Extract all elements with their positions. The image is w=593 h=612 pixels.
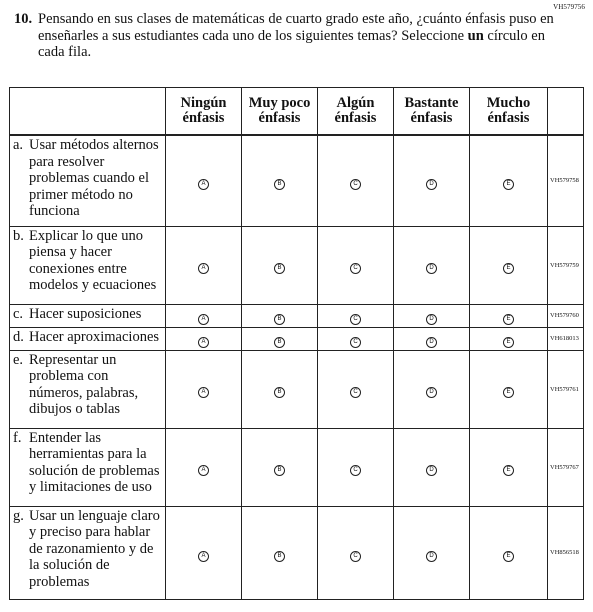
response-cell bbox=[394, 350, 470, 428]
item-letter: c. bbox=[13, 305, 24, 322]
question-number: 10. bbox=[14, 11, 33, 27]
response-bubble[interactable]: B bbox=[274, 337, 285, 348]
item-label-cell bbox=[10, 350, 166, 428]
item-row bbox=[10, 506, 584, 599]
header-blank bbox=[10, 88, 166, 136]
item-text: Hacer aproximaciones bbox=[29, 328, 160, 345]
response-bubble[interactable]: B bbox=[274, 263, 285, 274]
response-cell bbox=[470, 327, 548, 350]
col-header-line2: énfasis bbox=[487, 110, 530, 126]
item-code: VH579760 bbox=[548, 304, 584, 327]
response-bubble[interactable]: A bbox=[198, 387, 209, 398]
response-bubble[interactable]: C bbox=[350, 387, 361, 398]
response-bubble[interactable]: E bbox=[503, 551, 514, 562]
item-code: VH579759 bbox=[548, 226, 584, 304]
col-header-line2: énfasis bbox=[182, 110, 225, 126]
response-cell bbox=[166, 350, 242, 428]
response-bubble[interactable]: E bbox=[503, 465, 514, 476]
col-header-line1: Mucho bbox=[486, 95, 531, 111]
response-bubble[interactable]: D bbox=[426, 551, 437, 562]
item-letter: e. bbox=[13, 351, 24, 368]
response-cell bbox=[166, 226, 242, 304]
response-cell bbox=[318, 506, 394, 599]
item-label-cell bbox=[10, 226, 166, 304]
response-bubble[interactable]: A bbox=[198, 179, 209, 190]
response-cell bbox=[470, 304, 548, 327]
item-code: VH579767 bbox=[548, 428, 584, 506]
item-letter: a. bbox=[13, 137, 24, 153]
response-bubble[interactable]: C bbox=[350, 551, 361, 562]
col-header-ningun bbox=[166, 88, 242, 136]
response-bubble[interactable]: B bbox=[274, 551, 285, 562]
response-cell bbox=[166, 304, 242, 327]
item-row bbox=[10, 350, 584, 428]
response-bubble[interactable]: E bbox=[503, 337, 514, 348]
response-cell bbox=[318, 304, 394, 327]
item-letter: f. bbox=[13, 429, 22, 446]
response-cell bbox=[394, 304, 470, 327]
item-label bbox=[13, 329, 161, 346]
response-cell bbox=[318, 327, 394, 350]
response-bubble[interactable]: B bbox=[274, 465, 285, 476]
response-bubble[interactable]: E bbox=[503, 314, 514, 325]
response-cell bbox=[470, 350, 548, 428]
item-text: Usar métodos alternos para resolver problemas cuando el primer método no funciona bbox=[29, 137, 159, 219]
col-header-line1: Algún bbox=[336, 95, 375, 111]
response-grid bbox=[9, 87, 584, 600]
item-letter: d. bbox=[13, 328, 24, 345]
item-label-cell bbox=[10, 327, 166, 350]
question-text bbox=[38, 11, 574, 61]
item-label bbox=[13, 228, 161, 294]
response-cell bbox=[166, 428, 242, 506]
response-bubble[interactable]: C bbox=[350, 263, 361, 274]
response-cell bbox=[470, 506, 548, 599]
item-row bbox=[10, 304, 584, 327]
response-cell bbox=[166, 506, 242, 599]
response-bubble[interactable]: E bbox=[503, 179, 514, 190]
col-header-line2: énfasis bbox=[410, 110, 453, 126]
response-bubble[interactable]: C bbox=[350, 179, 361, 190]
response-cell bbox=[242, 350, 318, 428]
response-bubble[interactable]: A bbox=[198, 314, 209, 325]
response-bubble[interactable]: C bbox=[350, 337, 361, 348]
response-bubble[interactable]: D bbox=[426, 314, 437, 325]
response-bubble[interactable]: D bbox=[426, 263, 437, 274]
item-label bbox=[13, 430, 161, 496]
item-text: Explicar lo que uno piensa y hacer conexiones entre modelos y ecuaciones bbox=[29, 227, 157, 293]
col-header-muy-poco bbox=[242, 88, 318, 136]
response-cell bbox=[242, 135, 318, 226]
item-label bbox=[13, 352, 161, 418]
response-cell bbox=[242, 506, 318, 599]
item-code: VH579761 bbox=[548, 350, 584, 428]
question-text-part: Pensando en sus clases de matemáticas de cuarto grado este año, ¿cuánto énfasis puso en enseñarles a sus estudiantes cada uno de los siguientes temas? Seleccione bbox=[38, 11, 554, 44]
item-letter: b. bbox=[13, 227, 24, 244]
item-code: VH579758 bbox=[548, 135, 584, 226]
response-cell bbox=[394, 226, 470, 304]
item-label bbox=[13, 508, 161, 591]
item-row bbox=[10, 135, 584, 226]
response-cell bbox=[470, 428, 548, 506]
response-bubble[interactable]: D bbox=[426, 387, 437, 398]
item-label-cell bbox=[10, 506, 166, 599]
page-code: VH579756 bbox=[553, 3, 585, 11]
item-code: VH618013 bbox=[548, 327, 584, 350]
item-row bbox=[10, 226, 584, 304]
col-header-line2: énfasis bbox=[334, 110, 377, 126]
response-bubble[interactable]: A bbox=[198, 465, 209, 476]
item-row bbox=[10, 428, 584, 506]
col-header-line1: Ningún bbox=[180, 95, 227, 111]
item-label bbox=[13, 137, 161, 220]
col-header-line1: Bastante bbox=[404, 95, 459, 111]
col-header-line2: énfasis bbox=[258, 110, 301, 126]
response-cell bbox=[166, 327, 242, 350]
header-row bbox=[10, 88, 584, 136]
question-text-part-end: círculo en cada fila. bbox=[38, 27, 545, 60]
response-bubble[interactable]: C bbox=[350, 314, 361, 325]
response-cell bbox=[318, 428, 394, 506]
item-label-cell bbox=[10, 135, 166, 226]
response-bubble[interactable]: E bbox=[503, 387, 514, 398]
item-text: Representar un problema con números, palabras, dibujos o tablas bbox=[29, 351, 139, 417]
col-header-line1: Muy poco bbox=[248, 95, 311, 111]
col-header-mucho bbox=[470, 88, 548, 136]
item-text: Usar un lenguaje claro y preciso para hablar de razonamiento y de la solución de problemas bbox=[29, 507, 160, 590]
response-cell bbox=[394, 327, 470, 350]
response-bubble[interactable]: B bbox=[274, 179, 285, 190]
response-bubble[interactable]: C bbox=[350, 465, 361, 476]
col-header-bastante bbox=[394, 88, 470, 136]
col-header-algun bbox=[318, 88, 394, 136]
response-cell bbox=[318, 226, 394, 304]
response-cell bbox=[318, 350, 394, 428]
response-cell bbox=[242, 304, 318, 327]
response-bubble[interactable]: B bbox=[274, 314, 285, 325]
response-cell bbox=[318, 135, 394, 226]
response-cell bbox=[166, 135, 242, 226]
response-cell bbox=[470, 135, 548, 226]
response-bubble[interactable]: D bbox=[426, 337, 437, 348]
response-bubble[interactable]: D bbox=[426, 465, 437, 476]
response-cell bbox=[242, 428, 318, 506]
response-cell bbox=[394, 506, 470, 599]
response-cell bbox=[242, 327, 318, 350]
response-bubble[interactable]: A bbox=[198, 263, 209, 274]
header-code-blank bbox=[548, 88, 584, 136]
response-bubble[interactable]: D bbox=[426, 179, 437, 190]
item-code: VH856518 bbox=[548, 506, 584, 599]
item-text: Hacer suposiciones bbox=[29, 305, 142, 322]
response-bubble[interactable]: A bbox=[198, 337, 209, 348]
response-cell bbox=[394, 135, 470, 226]
response-cell bbox=[394, 428, 470, 506]
response-bubble[interactable]: E bbox=[503, 263, 514, 274]
item-label-cell bbox=[10, 428, 166, 506]
response-cell bbox=[470, 226, 548, 304]
response-cell bbox=[242, 226, 318, 304]
response-bubble[interactable]: B bbox=[274, 387, 285, 398]
response-bubble[interactable]: A bbox=[198, 551, 209, 562]
item-text: Entender las herramientas para la solución de problemas y limitaciones de uso bbox=[29, 429, 160, 495]
item-letter: g. bbox=[13, 507, 24, 524]
item-label-cell bbox=[10, 304, 166, 327]
question-prompt bbox=[14, 11, 574, 61]
question-text-bold: un bbox=[467, 27, 484, 44]
item-row bbox=[10, 327, 584, 350]
item-label bbox=[13, 306, 161, 323]
